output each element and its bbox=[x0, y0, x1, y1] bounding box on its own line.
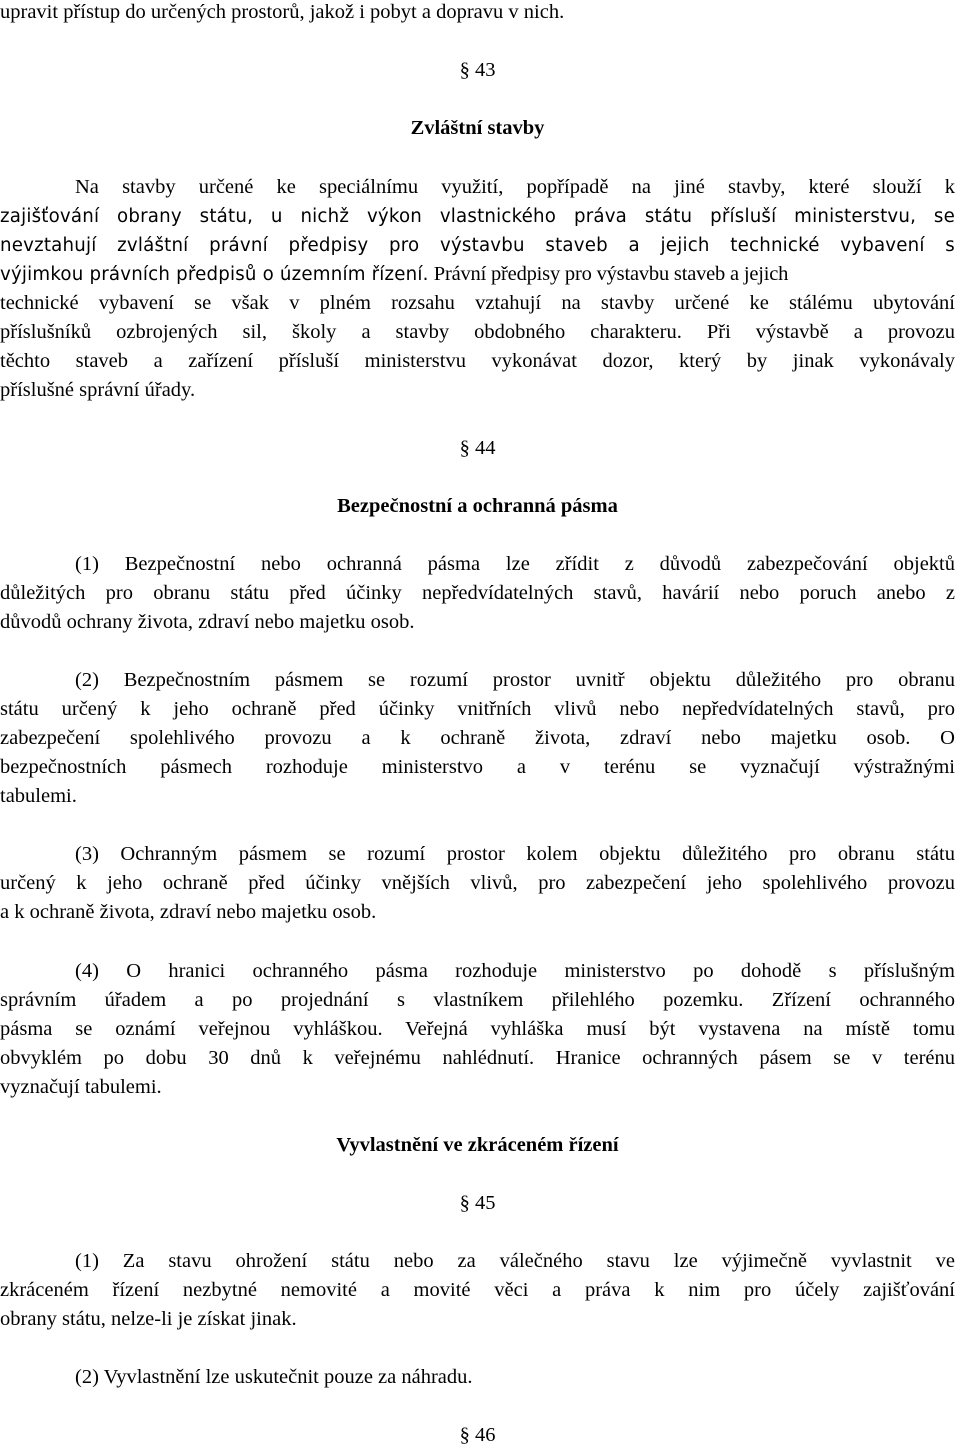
section43-line-6: příslušníků ozbrojených sil, školy a stavby obdobného charakteru. Při výstavbě a provozu bbox=[0, 321, 955, 343]
section-number-44: § 44 bbox=[459, 437, 496, 459]
section44-p4-line-1: (4) O hranici ochranného pásma rozhoduje ministerstvo po dohodě s příslušným bbox=[75, 960, 955, 982]
section44-p2-line-3: zabezpečení spolehlivého provozu a k ochraně života, zdraví nebo majetku osob. O bbox=[0, 727, 955, 749]
section45-p1-line-1: (1) Za stavu ohrožení státu nebo za válečného stavu lze výjimečně vyvlastnit ve bbox=[75, 1250, 955, 1272]
section44-p3-line-3: a k ochraně života, zdraví nebo majetku osob. bbox=[0, 901, 377, 923]
section44-p3-line-2: určený k jeho ochraně před účinky vnějších vlivů, pro zabezpečení jeho spolehlivého provozu bbox=[0, 872, 955, 894]
heading-vyvlastneni: Vyvlastnění ve zkráceném řízení bbox=[336, 1134, 619, 1156]
section44-p1-line-3: důvodů ochrany života, zdraví nebo majetku osob. bbox=[0, 611, 415, 633]
section43-line-7: těchto staveb a zařízení přísluší ministerstvu vykonávat dozor, který by jinak vykonávaly bbox=[0, 350, 955, 372]
section43-line-8: příslušné správní úřady. bbox=[0, 379, 196, 401]
section44-p4-line-5: vyznačují tabulemi. bbox=[0, 1076, 162, 1098]
section45-p1-line-2: zkráceném řízení nezbytné nemovité a movité věci a práva k nim pro účely zajišťování bbox=[0, 1279, 955, 1301]
section45-p2: (2) Vyvlastnění lze uskutečnit pouze za náhradu. bbox=[75, 1366, 473, 1388]
section44-p2-line-5: tabulemi. bbox=[0, 785, 77, 807]
section43-line-4 bbox=[0, 260, 955, 289]
section44-p2-line-4: bezpečnostních pásmech rozhoduje ministerstvo a v terénu se vyznačují výstražnými bbox=[0, 756, 955, 778]
section44-p2-line-2: státu určený k jeho ochraně před účinky vnitřních vlivů nebo nepředvídatelných stavů, pro bbox=[0, 698, 955, 720]
paragraph-fragment-top: upravit přístup do určených prostorů, jakož i pobyt a dopravu v nich. bbox=[0, 1, 565, 23]
section43-line-4-part-b: Právní předpisy pro výstavbu staveb a jejich bbox=[433, 263, 789, 285]
section44-p4-line-3: pásma se oznámí veřejnou vyhláškou. Veřejná vyhláška musí být vystavena na místě tomu bbox=[0, 1018, 955, 1040]
section44-p3-line-1: (3) Ochranným pásmem se rozumí prostor kolem objektu důležitého pro obranu státu bbox=[75, 843, 955, 865]
section44-p4-line-2: správním úřadem a po projednání s vlastníkem přilehlého pozemku. Zřízení ochranného bbox=[0, 989, 955, 1011]
section45-p1-line-3: obrany státu, nelze-li je získat jinak. bbox=[0, 1308, 297, 1330]
section-number-45: § 45 bbox=[459, 1192, 496, 1214]
section43-line-5: technické vybavení se však v plném rozsahu vztahují na stavby určené ke stálému ubytování bbox=[0, 292, 955, 314]
section44-p1-line-1: (1) Bezpečnostní nebo ochranná pásma lze zřídit z důvodů zabezpečování objektů bbox=[75, 553, 955, 575]
section43-line-3: nevztahují zvláštní právní předpisy pro výstavbu staveb a jejich technické vybavení s bbox=[0, 235, 955, 256]
section-number-46: § 46 bbox=[459, 1424, 496, 1446]
section-title-44: Bezpečnostní a ochranná pásma bbox=[337, 495, 618, 517]
section-number-43: § 43 bbox=[459, 59, 496, 81]
section-title-43: Zvláštní stavby bbox=[410, 117, 545, 139]
section43-line-2: zajišťování obrany státu, u nichž výkon vlastnického práva státu přísluší ministerstvu, se bbox=[0, 206, 955, 227]
section44-p1-line-2: důležitých pro obranu státu před účinky nepředvídatelných stavů, havárií nebo poruch anebo z bbox=[0, 582, 955, 604]
section44-p4-line-4: obvyklém po dobu 30 dnů k veřejnému nahlédnutí. Hranice ochranných pásem se v terénu bbox=[0, 1047, 955, 1069]
section44-p2-line-1: (2) Bezpečnostním pásmem se rozumí prostor uvnitř objektu důležitého pro obranu bbox=[75, 669, 955, 691]
section43-line-4-part-a: výjimkou právních předpisů o územním řízení. bbox=[0, 264, 429, 285]
section43-line-1: Na stavby určené ke speciálnímu využití, popřípadě na jiné stavby, které slouží k bbox=[75, 176, 955, 198]
